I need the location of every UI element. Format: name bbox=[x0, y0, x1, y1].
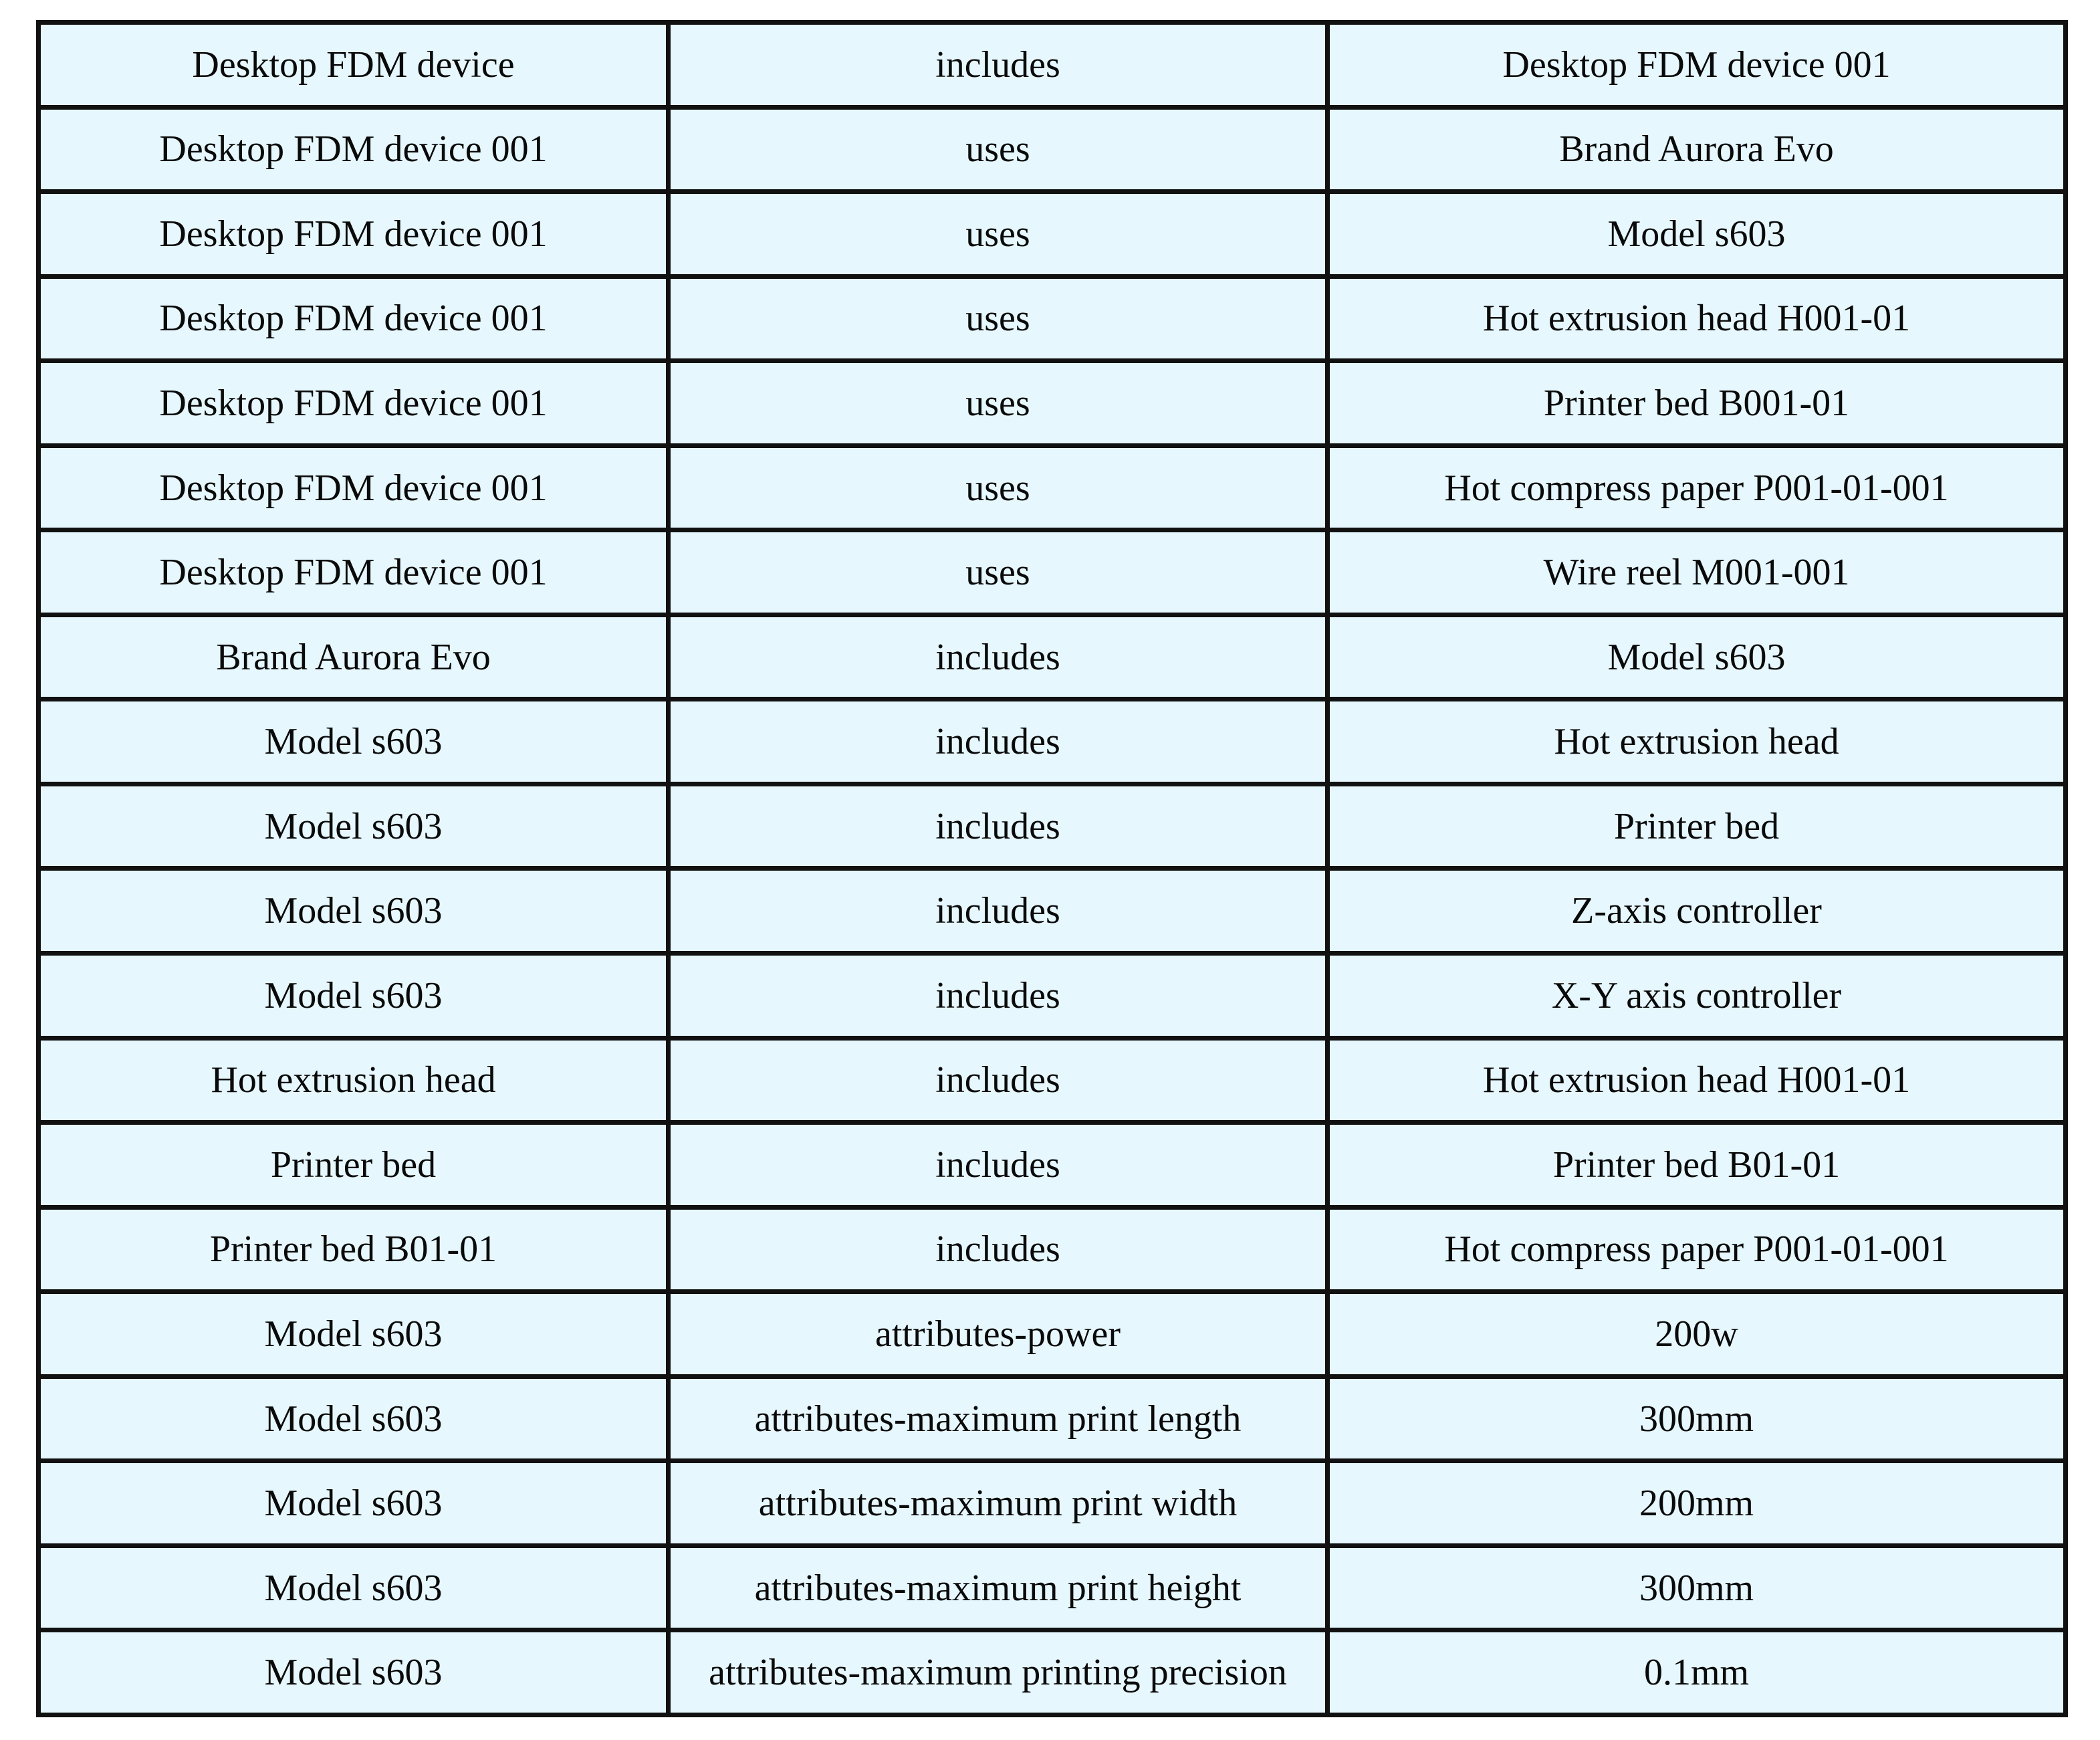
object-cell: Desktop FDM device 001 bbox=[1328, 23, 2066, 108]
object-cell: Z-axis controller bbox=[1328, 869, 2066, 954]
relation-cell: includes bbox=[669, 1123, 1328, 1208]
relation-cell: attributes-maximum printing precision bbox=[669, 1630, 1328, 1715]
relation-cell: uses bbox=[669, 445, 1328, 530]
table-row bbox=[39, 276, 2066, 361]
table-row bbox=[39, 784, 2066, 869]
subject-cell: Desktop FDM device 001 bbox=[39, 107, 669, 192]
subject-cell: Desktop FDM device 001 bbox=[39, 361, 669, 446]
object-cell: 0.1mm bbox=[1328, 1630, 2066, 1715]
table-row bbox=[39, 1376, 2066, 1461]
object-cell: Hot extrusion head H001-01 bbox=[1328, 276, 2066, 361]
subject-cell: Model s603 bbox=[39, 869, 669, 954]
object-cell: Brand Aurora Evo bbox=[1328, 107, 2066, 192]
table-row bbox=[39, 361, 2066, 446]
relation-cell: includes bbox=[669, 615, 1328, 699]
table-row bbox=[39, 1292, 2066, 1377]
object-cell: Wire reel M001-001 bbox=[1328, 530, 2066, 615]
relation-cell: attributes-power bbox=[669, 1292, 1328, 1377]
triples-table bbox=[36, 20, 2068, 1717]
relation-cell: attributes-maximum print height bbox=[669, 1545, 1328, 1630]
table-row bbox=[39, 1630, 2066, 1715]
subject-cell: Model s603 bbox=[39, 954, 669, 1039]
object-cell: 200mm bbox=[1328, 1461, 2066, 1546]
relation-cell: includes bbox=[669, 954, 1328, 1039]
table-row bbox=[39, 954, 2066, 1039]
table-row bbox=[39, 1461, 2066, 1546]
relation-cell: uses bbox=[669, 192, 1328, 277]
table-row bbox=[39, 445, 2066, 530]
table-row bbox=[39, 869, 2066, 954]
table-row bbox=[39, 615, 2066, 699]
object-cell: 300mm bbox=[1328, 1376, 2066, 1461]
table-row bbox=[39, 530, 2066, 615]
relation-cell: includes bbox=[669, 869, 1328, 954]
relation-cell: uses bbox=[669, 276, 1328, 361]
object-cell: Printer bed B001-01 bbox=[1328, 361, 2066, 446]
relation-cell: includes bbox=[669, 1038, 1328, 1123]
subject-cell: Desktop FDM device bbox=[39, 23, 669, 108]
object-cell: Printer bed bbox=[1328, 784, 2066, 869]
table-row bbox=[39, 1038, 2066, 1123]
relation-cell: includes bbox=[669, 23, 1328, 108]
subject-cell: Model s603 bbox=[39, 1630, 669, 1715]
object-cell: Hot compress paper P001-01-001 bbox=[1328, 1207, 2066, 1292]
object-cell: Model s603 bbox=[1328, 192, 2066, 277]
table-row bbox=[39, 23, 2066, 108]
subject-cell: Desktop FDM device 001 bbox=[39, 445, 669, 530]
subject-cell: Printer bed B01-01 bbox=[39, 1207, 669, 1292]
table-row bbox=[39, 1123, 2066, 1208]
object-cell: Hot extrusion head bbox=[1328, 699, 2066, 784]
object-cell: Printer bed B01-01 bbox=[1328, 1123, 2066, 1208]
table-row bbox=[39, 1545, 2066, 1630]
subject-cell: Model s603 bbox=[39, 1461, 669, 1546]
triples-table-body bbox=[39, 23, 2066, 1715]
relation-cell: uses bbox=[669, 107, 1328, 192]
subject-cell: Model s603 bbox=[39, 1545, 669, 1630]
subject-cell: Model s603 bbox=[39, 1292, 669, 1377]
relation-cell: includes bbox=[669, 784, 1328, 869]
table-row bbox=[39, 1207, 2066, 1292]
relation-cell: uses bbox=[669, 361, 1328, 446]
relation-cell: attributes-maximum print width bbox=[669, 1461, 1328, 1546]
relation-cell: uses bbox=[669, 530, 1328, 615]
object-cell: 300mm bbox=[1328, 1545, 2066, 1630]
table-row bbox=[39, 699, 2066, 784]
object-cell: X-Y axis controller bbox=[1328, 954, 2066, 1039]
subject-cell: Desktop FDM device 001 bbox=[39, 276, 669, 361]
relation-cell: includes bbox=[669, 1207, 1328, 1292]
subject-cell: Desktop FDM device 001 bbox=[39, 530, 669, 615]
table-row bbox=[39, 192, 2066, 277]
object-cell: 200w bbox=[1328, 1292, 2066, 1377]
subject-cell: Printer bed bbox=[39, 1123, 669, 1208]
object-cell: Model s603 bbox=[1328, 615, 2066, 699]
subject-cell: Model s603 bbox=[39, 1376, 669, 1461]
object-cell: Hot compress paper P001-01-001 bbox=[1328, 445, 2066, 530]
subject-cell: Brand Aurora Evo bbox=[39, 615, 669, 699]
subject-cell: Model s603 bbox=[39, 699, 669, 784]
relation-cell: includes bbox=[669, 699, 1328, 784]
table-row bbox=[39, 107, 2066, 192]
subject-cell: Model s603 bbox=[39, 784, 669, 869]
subject-cell: Desktop FDM device 001 bbox=[39, 192, 669, 277]
subject-cell: Hot extrusion head bbox=[39, 1038, 669, 1123]
object-cell: Hot extrusion head H001-01 bbox=[1328, 1038, 2066, 1123]
relation-cell: attributes-maximum print length bbox=[669, 1376, 1328, 1461]
